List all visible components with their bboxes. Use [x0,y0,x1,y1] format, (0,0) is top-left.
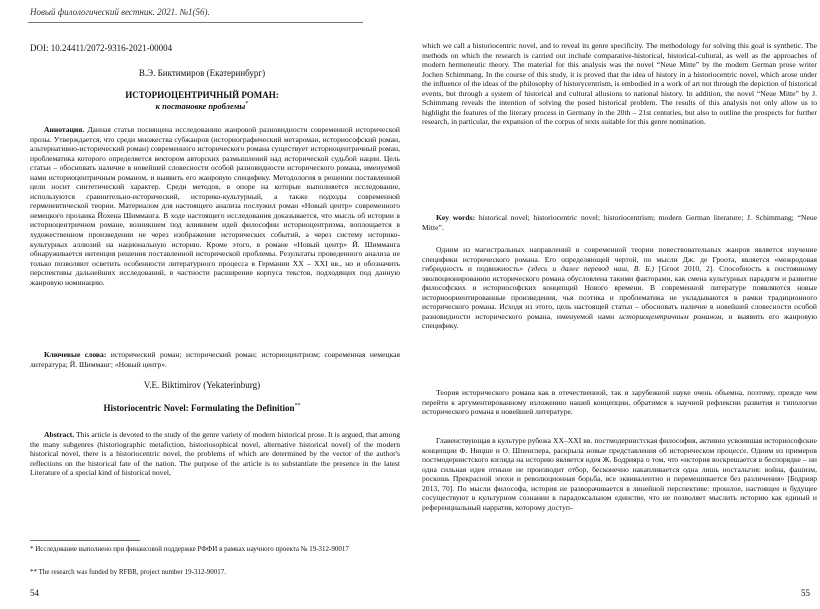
page-number-right: 55 [801,588,810,598]
footnote-2: ** The research was funded by RFBR, project number 19-312-90017. [30,568,227,576]
abstract-en-text: This article is devoted to the study of the genre variety of modern historical prose. It is argued, that among the many subgenres (historiographic metafiction, historiosophical novel, alternative historical novel) of the modern historical novel, there is a historiocentric novel, the problems of which are determined by the vector of the author's reflections on the historical fate of the nation. The purpose of the article is to substantiate the presence in the latest Literature of a special kind of historical novel, [30,430,400,478]
footnote-1: * Исследование выполнено при финансовой поддержке РФФИ в рамках научного проекта № 19-312-90017 [30,545,349,553]
abstract-en-continued: which we call a historiocentric novel, and to reveal its genre specificity. The methodology for solving this goal is synthetic. The methods on which the research is carried out include comparative-historical, historical-cultural, as well as the approaches of modern hermeneutic theory. The material for this analysis was the novel “Neue Mitte” by the modern German prose writer Jochen Schimmang. In the course of this study, it is proved that the idea of history in a historiocentric novel, which arose under the influence of the ideas of the philosophy of historycentrism, is embodied in a work of art not through the depiction of historical events, but through a system of historical and cultural allusions to national history. In addition, the novel “Neue Mitte” by J. Schimmang reveals the intention of solving the posed historical problem. The results of this analysis not only allow us to highlight the features of the literary process in Germany in the 20th – 21st centuries, but also to outline the prospects for further research, in particular, the expansion of the corpus of texts suitable for this genre nomination. [422,41,817,127]
abstract-ru-text: Данная статья посвящена исследованию жанровой разновидности современной исторической прозы. Утверждается, что среди множества субжанров (историографический метароман, историософский роман, альтернативно-исторический роман) современного исторического романа существует историоцентричный роман, проблематика которого определяется вектором авторских размышлений над исторической судьбой нации. Цель статьи – обосновать наличие в новейшей словесности особой разновидности исторического романа, именуемой нами историоцентричным романом, и выявить его жанровую специфику. Методология в решении поставленной цели носит синтетический характер. Среди методов, в опоре на которые выполняется исследование, используются сравнительно-исторический, историко-культурный, а также подходы современной герменевтической теории. Материалом для настоящего анализа послужил роман «Новый центр» современного немецкого прозаика Йохена Шимманга. В ходе настоящего исследования доказывается, что мысль об истории в историоцентричном романе, возникшем под влиянием идей философии историоцентризма, воплощается в художественном произведении не через изображение исторических событий, а через систему историко-культурных аллюзий на национальную историю. Кроме этого, в романе «Новый центр» Й. Шимманга обнаруживается интенция решения поставленной исторической проблемы. Результаты проведенного анализа не только позволяют осветить особенности литературного процесса в Германии XX – XXI вв., но и обозначить перспективы дальнейших исследований, в частности расширение корпуса текстов, подходящих под данную жанровую номинацию. [30,125,400,287]
title-en-text: Historiocentric Novel: Formulating the Definition [103,403,295,413]
keywords-ru-label: Ключевые слова: [44,350,107,359]
body-paragraph-1: Одним из магистральных направлений в современной теории повествовательных жанров является изучение специфики исторического романа. Его определяющей чертой, по мысли Дж. де Гроота, является «межродовая гибридность и подвижность» (здесь и далее перевод наш, В. Б.) [Groot 2010, 2]. Способность к постоянному эволюционированию исторического романа обусловлена такими факторами, как смена культурных парадигм и развитие философских и историософских концепций Нового времени. В современной литературе появляются новые историоориентированные произведения, чья поэтика и проблематика не укладываются в рамки традиционного исторического романа. Исходя из этого, цель настоящей статьи – обосновать наличие в новейшей словесности особой разновидности исторического романа, именуемой нами историоцентричным романом, и выявить его жанровую специфику. [422,245,818,331]
abstract-en [30,430,400,478]
left-page [0,0,404,609]
keywords-en-text: historical novel; historiocentric novel; historiocentrism; modern German literature; J. Schimmang; “Neue Mitte”. [422,213,817,232]
abstract-en-label: Abstract. [44,430,75,439]
title-en [0,403,404,413]
footnote-marker-en: ** [294,403,301,409]
body-paragraph-3: Главенствующая в культуре рубежа XX–XXI вв. постмодернистская философия, активно усвоившая историософские концепции Ф. Ницше и О. Шпенглера, раскрыла новые представления об историческом процессе. Одним из примеров постмодернистского взгляда на историю является идея Ж. Бодрияра о том, что «история воскрешается в беспорядке – ни одна сильная идея отныне не производит отбор, бесконечно накапливается одна лишь ностальгия: война, фашизм, роскошь Прекрасной эпохи и революционная борьба, все эквивалентно и перемешивается без различения» [Бодрияр 2013, 70]. По мысли философа, история не разворачивается в линейной перспективе: прошлое, настоящее и будущее сосуществуют в культурном сознании в парадоксальном единстве, что не позволяет мыслить историю как единый и референциальный нарратив, которому доступ- [422,436,817,512]
footnote-marker-ru: * [245,101,249,108]
page-number-left: 54 [30,588,39,598]
abstract-ru [30,125,400,287]
keywords-ru-text: исторический роман; исторический роман; историоцентризм; современная немецкая литература; Й. Шимманг; «Новый центр». [30,350,400,369]
doi: DOI: 10.24411/2072-9316-2021-00004 [30,43,173,53]
keywords-en-label: Key words: [436,213,476,222]
author-en: V.E. Biktimirov (Yekaterinburg) [143,380,261,390]
author-ru: В.Э. Биктимиров (Екатеринбург) [138,68,266,78]
keywords-ru [30,350,400,369]
running-head: Новый филологический вестник. 2021. №1(56). [30,7,210,17]
keywords-en [422,213,817,232]
header-rule [28,22,363,23]
right-page [416,0,820,609]
subtitle-ru-text: к постановке проблемы [155,101,246,111]
title-ru: ИСТОРИОЦЕНТРИЧНЫЙ РОМАН: [125,90,279,100]
abstract-ru-label: Аннотация. [44,125,85,134]
body-paragraph-2: Теория исторического романа как в отечественной, так и зарубежной науке очень объемна, поэтому, прежде чем перейти к аргументированному изложению нашей концепции, обратимся к научной рефлексии развития и типологии исторического романа в новейшей литературе. [422,388,817,417]
footnote-rule [30,540,140,541]
subtitle-ru [0,101,404,111]
